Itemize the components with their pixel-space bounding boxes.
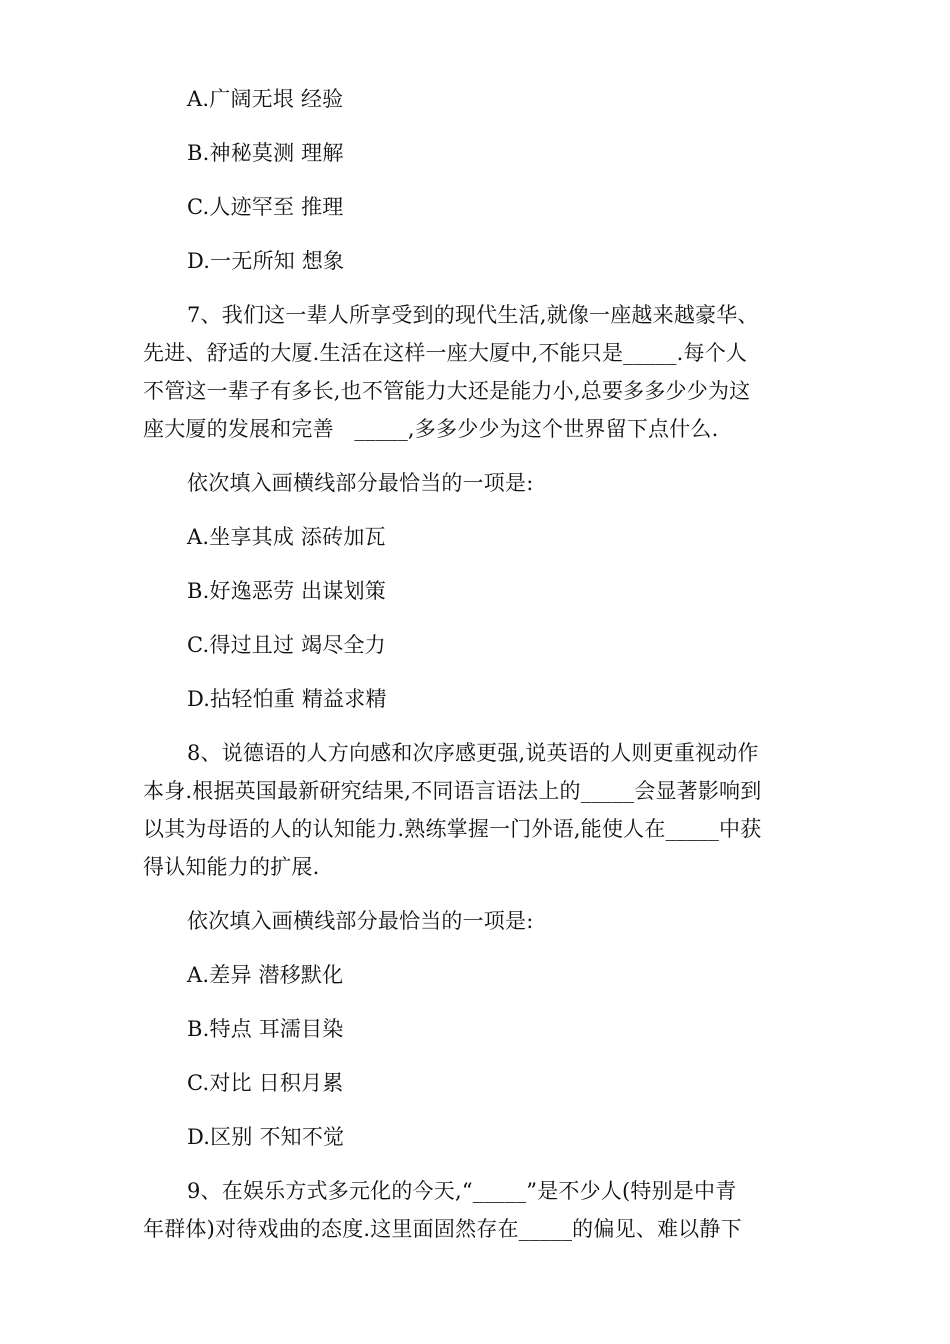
q7-option-a: A.坐享其成 添砖加瓦 — [187, 525, 386, 549]
q8-option-d: D.区别 不知不觉 — [187, 1125, 345, 1149]
q6-option-d: D.一无所知 想象 — [187, 249, 345, 273]
q8-option-b: B.特点 耳濡目染 — [187, 1017, 344, 1041]
q7-text-line-2: 先进、舒适的大厦.生活在这样一座大厦中,不能只是_____.每个人 — [143, 341, 748, 365]
q7-option-d: D.拈轻怕重 精益求精 — [187, 687, 387, 711]
q7-option-b: B.好逸恶劳 出谋划策 — [187, 579, 386, 603]
q7-text-line-3: 不管这一辈子有多长,也不管能力大还是能力小,总要多多少少为这 — [143, 379, 751, 403]
q7-prompt: 依次填入画横线部分最恰当的一项是: — [187, 471, 534, 495]
q8-text-line-4: 得认知能力的扩展. — [143, 855, 320, 879]
q8-prompt: 依次填入画横线部分最恰当的一项是: — [187, 909, 534, 933]
q8-text-line-1: 8、说德语的人方向感和次序感更强,说英语的人则更重视动作 — [187, 741, 759, 765]
q9-text-line-1: 9、在娱乐方式多元化的今天,“_____”是不少人(特别是中青 — [187, 1179, 737, 1203]
q8-option-c: C.对比 日积月累 — [187, 1071, 344, 1095]
q7-text-line-1: 7、我们这一辈人所享受到的现代生活,就像一座越来越豪华、 — [187, 303, 759, 327]
q8-text-line-2: 本身.根据英国最新研究结果,不同语言语法上的_____会显著影响到 — [143, 779, 762, 803]
q7-option-c: C.得过且过 竭尽全力 — [187, 633, 386, 657]
q8-option-a: A.差异 潜移默化 — [187, 963, 344, 987]
q8-text-line-3: 以其为母语的人的认知能力.熟练掌握一门外语,能使人在_____中获 — [143, 817, 762, 841]
q7-text-line-4: 座大厦的发展和完善 _____,多多少少为这个世界留下点什么. — [143, 417, 719, 441]
q9-text-line-2: 年群体)对待戏曲的态度.这里面固然存在_____的偏见、难以静下 — [143, 1217, 742, 1241]
q6-option-c: C.人迹罕至 推理 — [187, 195, 344, 219]
q6-option-a: A.广阔无垠 经验 — [187, 87, 344, 111]
q6-option-b: B.神秘莫测 理解 — [187, 141, 344, 165]
